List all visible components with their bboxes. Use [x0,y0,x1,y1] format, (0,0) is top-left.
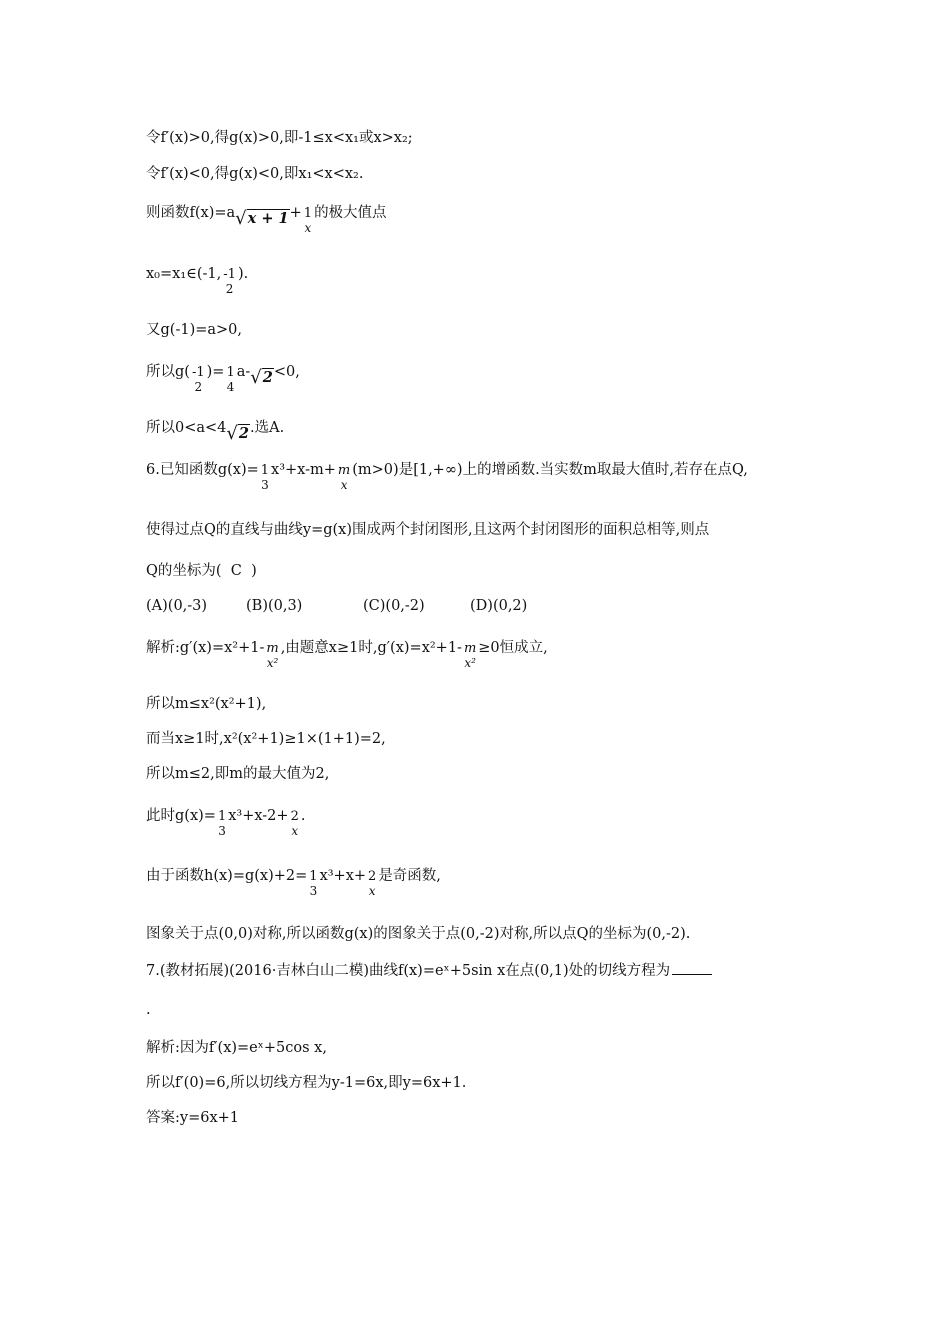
denominator: 2 [194,380,203,394]
question-6-line-1 [146,460,748,493]
text: x₀=x₁∈(-1, [146,266,222,282]
text: x³+x-m+ [271,462,336,478]
solution-line-7: 图象关于点(0,0)对称,所以函数g(x)的图象关于点(0,-2)对称,所以点Q的坐标为(0,-2). [146,926,691,942]
fraction [260,463,270,493]
numerator: 1 [217,809,227,824]
text: 解析:g′(x)=x²+1- [146,640,265,656]
fraction [217,809,227,839]
line-2: 令f′(x)<0,得g(x)<0,即x₁<x<x₂. [146,166,364,182]
text: 则函数f(x)=a [146,205,236,221]
question-7-end: . [146,1002,151,1018]
question-7 [146,961,712,981]
numerator: -1 [223,267,236,282]
option-d: (D)(0,2) [470,598,528,614]
line-6 [146,362,300,395]
fraction [191,365,206,395]
fraction [308,869,318,899]
denominator: x² [266,656,279,670]
text: x³+x+ [319,868,367,884]
answer-blank [672,962,712,975]
solution-line-5 [146,806,305,839]
numerator: 2 [290,809,299,824]
text: x³+x-2+ [228,808,289,824]
fraction [290,809,300,839]
denominator: x [368,884,376,898]
fraction [303,206,313,236]
numerator: 1 [303,206,313,221]
line-3: 则函数f(x)=a√x + 1+ 1 x 的极大值点 [146,205,387,235]
sqrt-body: 2 [238,425,249,442]
numerator: 1 [260,463,270,478]
text: 6.已知函数g(x)= [146,462,259,478]
text: a- [236,364,251,380]
text: . [300,808,306,824]
numerator: -1 [191,365,205,380]
text: ≥0恒成立, [478,640,548,656]
sqrt-expression: √x + 1 [235,208,289,229]
sqrt-expression: √2 [250,367,273,388]
option-c: (C)(0,-2) [363,598,425,614]
sqrt-body: 2 [262,369,273,386]
solution-line-1 [146,638,548,671]
line-5: 又g(-1)=a>0, [146,322,242,338]
text: 7.(教材拓展)(2016·吉林白山二模)曲线f(x)=eˣ+5sin x在点(0,1)处的切线方程为 [146,963,671,979]
solution-line-2: 所以m≤x²(x²+1), [146,696,267,712]
text: .选A. [249,420,285,436]
numerator: 1 [226,365,235,380]
text: 此时g(x)= [146,808,216,824]
line-7 [146,418,284,444]
denominator: x [291,824,299,838]
fraction [265,641,279,671]
line-1: 令f′(x)>0,得g(x)>0,即-1≤x<x₁或x>x₂; [146,130,413,146]
text: (m>0)是[1,+∞)上的增函数.当实数m取最大值时,若存在点Q, [352,462,748,478]
answer-line-1: 解析:因为f′(x)=eˣ+5cos x, [146,1040,327,1056]
fraction [463,641,477,671]
text: 所以0<a<4 [146,420,227,436]
numerator: m [266,641,279,656]
fraction [222,267,237,297]
fraction [367,869,377,899]
text: 由于函数h(x)=g(x)+2= [146,868,308,884]
numerator: 1 [309,869,318,884]
text: 是奇函数, [378,868,441,884]
numerator: 2 [368,869,377,884]
denominator: 3 [309,884,318,898]
option-a: (A)(0,-3) [146,598,208,614]
numerator: m [337,463,351,478]
text: )= [206,364,225,380]
option-b: (B)(0,3) [246,598,303,614]
fraction [337,463,351,493]
answer-line-2: 所以f′(0)=6,所以切线方程为y-1=6x,即y=6x+1. [146,1075,467,1091]
denominator: x [304,221,312,235]
text: <0, [273,364,300,380]
numerator: m [463,641,477,656]
solution-line-3: 而当x≥1时,x²(x²+1)≥1×(1+1)=2, [146,731,386,747]
text: 的极大值点 [314,205,387,221]
solution-line-6 [146,866,441,899]
answer-line-3: 答案:y=6x+1 [146,1110,240,1126]
fraction [225,365,235,395]
denominator: 4 [226,380,235,394]
line-4 [146,264,248,297]
text: ). [237,266,249,282]
denominator: 3 [261,478,269,492]
text: 所以g( [146,364,190,380]
sqrt-body: x + 1 [247,210,289,227]
question-6-line-2: 使得过点Q的直线与曲线y=g(x)围成两个封闭图形,且这两个封闭图形的面积总相等,则点 [146,522,710,538]
denominator: x² [464,656,476,670]
options-row [146,596,527,616]
question-6-line-3: Q的坐标为( C ) [146,563,257,579]
denominator: 2 [225,282,234,296]
text: ,由题意x≥1时,g′(x)=x²+1- [280,640,462,656]
denominator: 3 [218,824,226,838]
solution-line-4: 所以m≤2,即m的最大值为2, [146,766,330,782]
sqrt-expression: √2 [226,423,249,444]
denominator: x [340,478,348,492]
